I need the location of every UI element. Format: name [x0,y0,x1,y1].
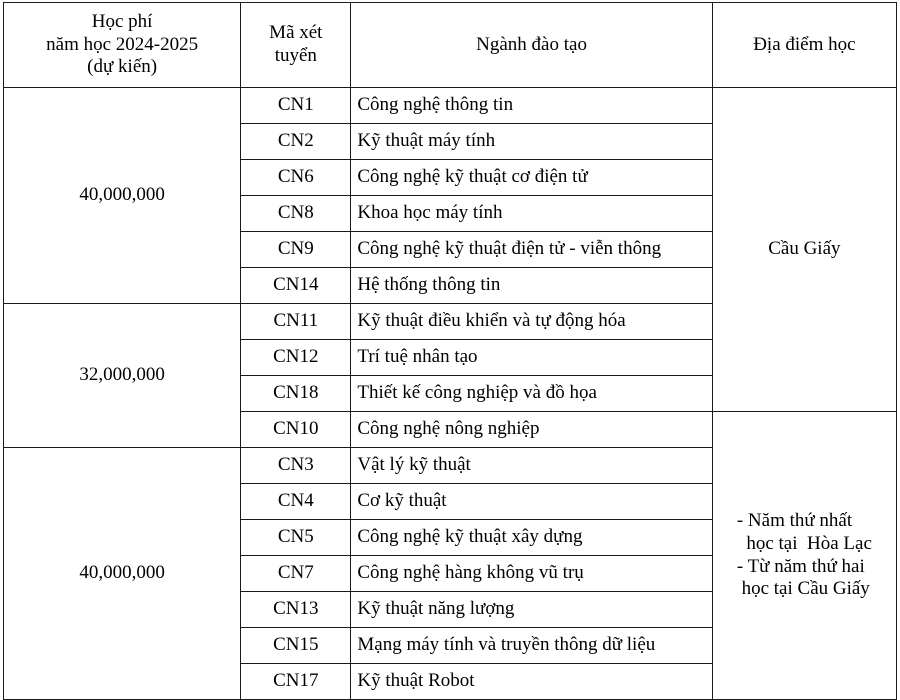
major-cell: Kỹ thuật điều khiển và tự động hóa [351,304,712,340]
header-code [241,3,351,88]
major-cell: Công nghệ nông nghiệp [351,412,712,448]
fee-cell: 40,000,000 [4,448,241,700]
major-cell: Thiết kế công nghiệp và đồ họa [351,376,712,412]
major-cell: Công nghệ kỹ thuật xây dựng [351,520,712,556]
major-cell: Trí tuệ nhân tạo [351,340,712,376]
fee-cell: 32,000,000 [4,304,241,448]
header-location: Địa điểm học [712,3,896,88]
major-cell: Cơ kỹ thuật [351,484,712,520]
admission-code-cell: CN18 [241,376,351,412]
major-cell: Kỹ thuật năng lượng [351,592,712,628]
admission-code-cell: CN13 [241,592,351,628]
location-line: Cầu Giấy [768,238,841,260]
major-cell: Công nghệ thông tin [351,88,712,124]
table-body [4,88,897,700]
admission-code-cell: CN8 [241,196,351,232]
location-cell [712,88,896,412]
major-cell: Hệ thống thông tin [351,268,712,304]
major-cell: Kỹ thuật Robot [351,664,712,700]
major-cell: Kỹ thuật máy tính [351,124,712,160]
header-fee [4,3,241,88]
admission-code-cell: CN2 [241,124,351,160]
tuition-table [3,2,897,700]
header-major: Ngành đào tạo [351,3,712,88]
major-cell: Công nghệ kỹ thuật cơ điện tử [351,160,712,196]
admission-code-cell: CN11 [241,304,351,340]
location-lines [737,510,872,601]
major-cell: Công nghệ hàng không vũ trụ [351,556,712,592]
admission-code-cell: CN17 [241,664,351,700]
table-row [4,88,897,124]
admission-code-cell: CN10 [241,412,351,448]
admission-code-cell: CN15 [241,628,351,664]
header-code-line-2: tuyển [274,45,317,66]
admission-code-cell: CN9 [241,232,351,268]
admission-code-cell: CN12 [241,340,351,376]
admission-code-cell: CN3 [241,448,351,484]
major-cell: Mạng máy tính và truyền thông dữ liệu [351,628,712,664]
major-cell: Công nghệ kỹ thuật điện tử - viễn thông [351,232,712,268]
location-line: - Năm thứ nhất [736,509,853,531]
location-line: học tại Cầu Giấy [736,578,870,600]
fee-cell: 40,000,000 [4,88,241,304]
admission-code-cell: CN4 [241,484,351,520]
header-fee-line-1: Học phí [91,10,153,32]
location-line: - Từ năm thứ hai [736,555,865,577]
admission-code-cell: CN14 [241,268,351,304]
location-cell [712,412,896,700]
location-lines [768,238,840,261]
admission-code-cell: CN1 [241,88,351,124]
major-cell: Khoa học máy tính [351,196,712,232]
header-fee-line-3: (dự kiến) [87,56,158,78]
header-code-line-1: Mã xét [269,22,323,44]
header-fee-line-2: năm học 2024-2025 [46,33,199,55]
admission-code-cell: CN7 [241,556,351,592]
admission-code-cell: CN5 [241,520,351,556]
table-header [4,3,897,88]
header-row [4,3,897,88]
location-line: học tại Hòa Lạc [736,532,872,554]
major-cell: Vật lý kỹ thuật [351,448,712,484]
admission-code-cell: CN6 [241,160,351,196]
